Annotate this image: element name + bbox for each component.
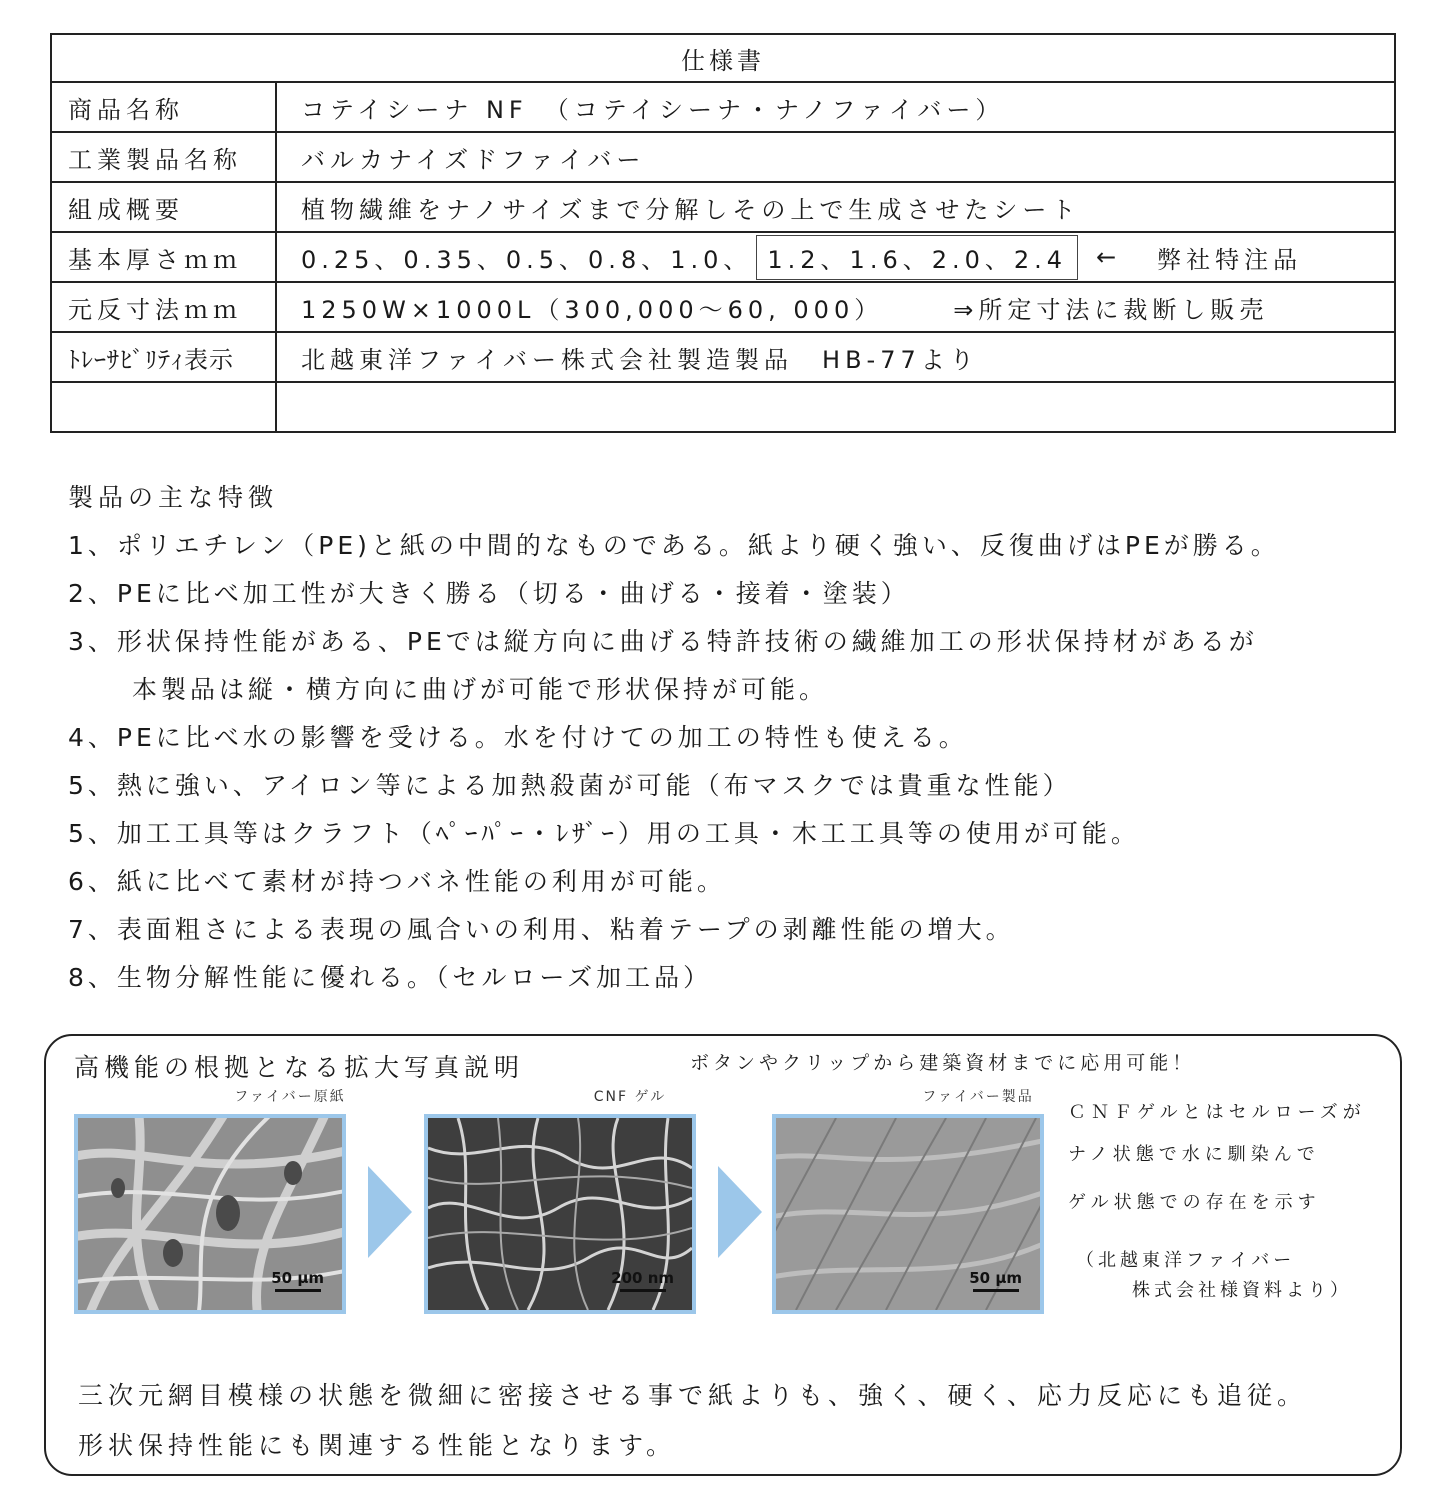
right-arrow-icon <box>718 1166 762 1258</box>
feature-item: 2、PEに比べ加工性が大きく勝る（切る・曲げる・接着・塗装） <box>68 579 910 608</box>
feature-item: 7、表面粗さによる表現の風合いの利用、粘着テープの剥離性能の増大。 <box>68 915 1015 944</box>
feature-item: 5、熱に強い、アイロン等による加熱殺菌が可能（布マスクでは貴重な性能） <box>68 771 1072 800</box>
spec-key <box>52 383 277 431</box>
thickness-standard: 0.25、0.35、0.5、0.8、1.0、 <box>301 245 753 274</box>
panel-tagline: ボタンやクリップから建築資材までに応用可能！ <box>690 1052 1196 1074</box>
spec-key: 元反寸法ｍｍ <box>52 283 277 331</box>
spec-row-thickness <box>52 233 1394 283</box>
spec-row-empty <box>52 383 1394 431</box>
special-order-note: 弊社特注品 <box>1157 245 1303 274</box>
fiber-base-paper-micrograph <box>74 1114 346 1314</box>
spec-value <box>277 233 1394 281</box>
spec-row-traceability <box>52 333 1394 383</box>
summary-line: 三次元網目模様の状態を微細に密接させる事で紙よりも、強く、硬く、応力反応にも追従。 <box>78 1381 1308 1410</box>
source-credit-line2: 株式会社様資料より） <box>1132 1280 1352 1301</box>
roll-size: 1250W×1000L（300,000～60, 000） <box>301 295 884 324</box>
scale-label: 50 μm <box>969 1269 1022 1287</box>
cut-to-size-note: ⇒所定寸法に裁断し販売 <box>953 295 1269 324</box>
spec-row-composition <box>52 183 1394 233</box>
spec-key: 基本厚さｍｍ <box>52 233 277 281</box>
spec-key: 組成概要 <box>52 183 277 231</box>
feature-item: 3、形状保持性能がある、PEでは縦方向に曲げる特許技術の繊維加工の形状保持材があるが <box>68 627 1258 656</box>
spec-key: 工業製品名称 <box>52 133 277 181</box>
spec-row-industrial-name <box>52 133 1394 183</box>
scale-label: 50 μm <box>271 1269 324 1287</box>
spec-value: 北越東洋ファイバー株式会社製造製品 HB-77より <box>301 345 979 374</box>
cnf-note-line: ＣＮＦゲルとはセルローズが <box>1068 1102 1366 1123</box>
cnf-note-line: ゲル状態での存在を示す <box>1068 1192 1321 1213</box>
source-credit-line1: （北越東洋ファイバー <box>1076 1250 1296 1271</box>
spec-value <box>277 283 1394 331</box>
spec-value: バルカナイズドファイバー <box>301 145 646 174</box>
spec-value: コテイシーナ NF （コテイシーナ・ナノファイバー） <box>301 95 1005 124</box>
spec-key: ﾄﾚｰｻﾋﾞﾘﾃｨ表示 <box>52 333 277 381</box>
right-arrow-icon <box>368 1166 412 1258</box>
feature-item: 本製品は縦・横方向に曲げが可能で形状保持が可能。 <box>132 675 829 704</box>
spec-title: 仕様書 <box>52 35 1394 83</box>
feature-item: 8、生物分解性能に優れる。（セルローズ加工品） <box>68 963 713 992</box>
spec-table <box>50 33 1396 433</box>
scale-bar <box>271 1269 324 1292</box>
cnf-note-line: ナノ状態で水に馴染んで <box>1068 1144 1320 1165</box>
photo-panel <box>44 1034 1402 1476</box>
feature-item: 6、紙に比べて素材が持つバネ性能の利用が可能。 <box>68 867 726 896</box>
thickness-special-box: 1.2、1.6、2.0、2.4 <box>756 235 1078 280</box>
features-heading: 製品の主な特徴 <box>68 483 279 512</box>
photo-caption: CNF ゲル <box>593 1089 667 1105</box>
features-section <box>68 472 1388 1000</box>
feature-item: 5、加工工具等はクラフト（ﾍﾟｰﾊﾟｰ・ﾚｻﾞｰ）用の工具・木工工具等の使用が可能。 <box>68 819 1140 848</box>
fiber-product-micrograph <box>772 1114 1044 1314</box>
spec-value: 植物繊維をナノサイズまで分解しその上で生成させたシート <box>301 195 1081 224</box>
spec-value <box>277 383 1394 431</box>
scale-bar <box>969 1269 1022 1292</box>
scale-bar <box>611 1269 674 1292</box>
photo-caption: ファイバー製品 <box>922 1089 1034 1105</box>
spec-row-product-name <box>52 83 1394 133</box>
spec-key: 商品名称 <box>52 83 277 131</box>
feature-item: 1、ポリエチレン（PE)と紙の中間的なものである。紙より硬く強い、反復曲げはPEが勝る。 <box>68 531 1280 560</box>
photo-caption: ファイバー原紙 <box>234 1089 346 1105</box>
left-arrow-icon: ← <box>1096 243 1122 271</box>
feature-item: 4、PEに比べ水の影響を受ける。水を付けての加工の特性も使える。 <box>68 723 968 752</box>
spec-row-roll-size <box>52 283 1394 333</box>
scale-label: 200 nm <box>611 1269 674 1287</box>
cnf-gel-micrograph <box>424 1114 696 1314</box>
summary-line: 形状保持性能にも関連する性能となります。 <box>78 1431 677 1460</box>
panel-title: 高機能の根拠となる拡大写真説明 <box>74 1053 525 1082</box>
